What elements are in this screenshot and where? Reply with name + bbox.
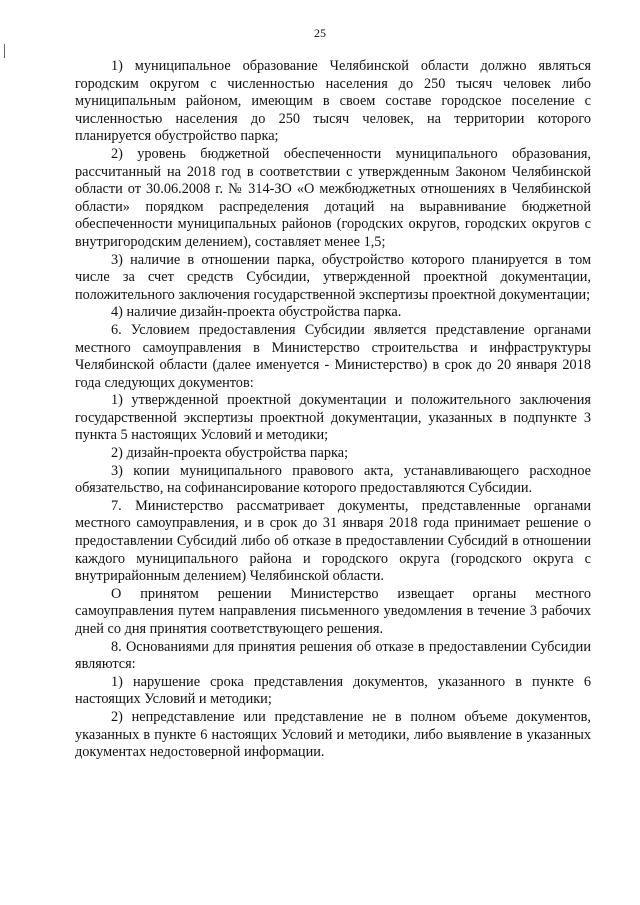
- paragraph: 4) наличие дизайн-проекта обустройства парка.: [111, 304, 402, 321]
- paragraph: 7. Министерство рассматривает документы, представленные органами местного самоуправления, и в срок до 31 января 2018 года принимает решение о предоставлении Субсидий либо об отказе в предоставлении Субсидий в отношении каждого муниципального района и городского округа (городского округа с внутрирайонным делением) Челябинской области.: [75, 497, 591, 585]
- page-number: 25: [314, 26, 326, 40]
- paragraph: 2) дизайн-проекта обустройства парка;: [111, 445, 349, 462]
- paragraph: 2) уровень бюджетной обеспеченности муниципального образования, рассчитанный на 2018 год в соответствии с утвержденным Законом Челябинской области от 30.06.2008 г. № 314-ЗО «О межбюджетных отношениях в Челябинской области» порядком распределения дотаций на выравнивание бюджетной обеспеченности муниципальных районов (городских округов, городских округов с внутригородским делением), составляет менее 1,5;: [75, 145, 591, 250]
- paragraph: 1) утвержденной проектной документации и положительного заключения государственной экспертизы проектной документации, указанных в подпункте 3 пункта 5 настоящих Условий и методики;: [75, 392, 591, 444]
- paragraph: 3) наличие в отношении парка, обустройство которого планируется в том числе за счет средств Субсидии, утвержденной проектной документации, положительного заключения государственной экспертизы проектной документации;: [75, 251, 591, 303]
- paragraph: 8. Основаниями для принятия решения об отказе в предоставлении Субсидии являются:: [75, 638, 591, 673]
- paragraph: 3) копии муниципального правового акта, устанавливающего расходное обязательство, на софинансирование которого предоставляются Субсидии.: [75, 462, 591, 497]
- paragraph: 2) непредставление или представление не в полном объеме документов, указанных в пункте 6 настоящих Условий и методики, либо выявление в указанных документах недостоверной информации.: [75, 708, 591, 761]
- paragraph: О принятом решении Министерство извещает органы местного самоуправления путем направления письменного уведомления в течение 3 рабочих дней со дня принятия соответствующего решения.: [75, 585, 591, 637]
- paragraph: 6. Условием предоставления Субсидии является представление органами местного самоуправления в Министерство строительства и инфраструктуры Челябинской области (далее именуется - Министерство) в срок до 20 января 2018 года следующих документов:: [75, 321, 591, 391]
- paragraph: 1) муниципальное образование Челябинской области должно являться городским округом с численностью населения до 250 тысяч человек либо муниципальным районом, имеющим в своем составе городское поселение с численностью населения до 250 тысяч человек, на территории которого планируется обустройство парка;: [75, 58, 591, 145]
- document-body: [75, 58, 591, 762]
- paragraph: 1) нарушение срока представления документов, указанного в пункте 6 настоящих Условий и методики;: [75, 673, 591, 708]
- scan-margin-mark: [4, 44, 5, 58]
